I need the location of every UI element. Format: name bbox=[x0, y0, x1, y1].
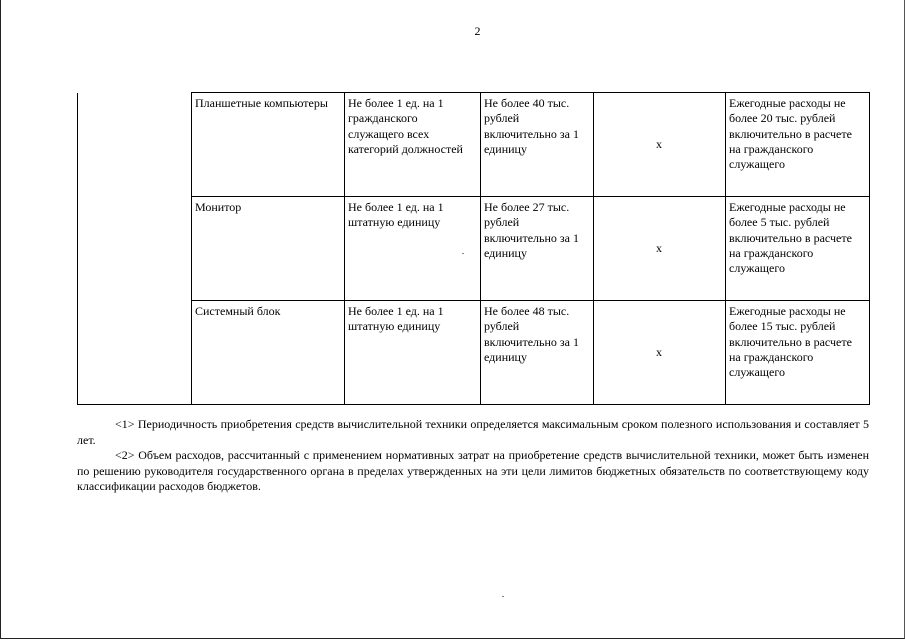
quantity-cell: Не более 1 ед. на 1 гражданского служащего всех категорий должностей bbox=[345, 93, 481, 197]
footnotes bbox=[77, 417, 869, 495]
item-name-cell: Системный блок bbox=[192, 301, 345, 405]
mark-cell: x bbox=[594, 301, 726, 405]
page-number: 2 bbox=[474, 24, 481, 38]
price-cell: Не более 40 тыс. рублей включительно за 1 единицу bbox=[481, 93, 594, 197]
footnote-2: <2> Объем расходов, рассчитанный с применением нормативных затрат на приобретение средств вычислительной техники, может быть изменен по решению руководителя государственного органа в пределах утвержденных на эти цели лимитов бюджетных обязательств по соответствующему коду классификации расходов бюджетов. bbox=[77, 448, 869, 493]
blank-column bbox=[78, 93, 192, 405]
quantity-cell: Не более 1 ед. на 1 штатную единицу bbox=[345, 197, 481, 301]
item-name-cell: Монитор bbox=[192, 197, 345, 301]
quantity-cell: Не более 1 ед. на 1 штатную единицу bbox=[345, 301, 481, 405]
price-cell: Не более 48 тыс. рублей включительно за 1 единицу bbox=[481, 301, 594, 405]
expenses-cell: Ежегодные расходы не более 5 тыс. рублей включительно в расчете на гражданского служащего bbox=[726, 197, 870, 301]
footnote-1: <1> Периодичность приобретения средств вычислительной техники определяется максимальным сроком полезного использования и составляет 5 лет. bbox=[77, 417, 869, 447]
table-row bbox=[78, 93, 870, 197]
table-row bbox=[78, 301, 870, 405]
expenses-cell: Ежегодные расходы не более 15 тыс. рублей включительно в расчете на гражданского служащего bbox=[726, 301, 870, 405]
mark-cell: x bbox=[594, 197, 726, 301]
scan-speck bbox=[502, 596, 504, 597]
expenses-cell: Ежегодные расходы не более 20 тыс. рублей включительно в расчете на гражданского служащего bbox=[726, 93, 870, 197]
equipment-norms-table bbox=[77, 92, 870, 405]
table-row bbox=[78, 197, 870, 301]
mark-cell: x bbox=[594, 93, 726, 197]
scan-speck bbox=[462, 253, 464, 254]
price-cell: Не более 27 тыс. рублей включительно за 1 единицу bbox=[481, 197, 594, 301]
item-name-cell: Планшетные компьютеры bbox=[192, 93, 345, 197]
